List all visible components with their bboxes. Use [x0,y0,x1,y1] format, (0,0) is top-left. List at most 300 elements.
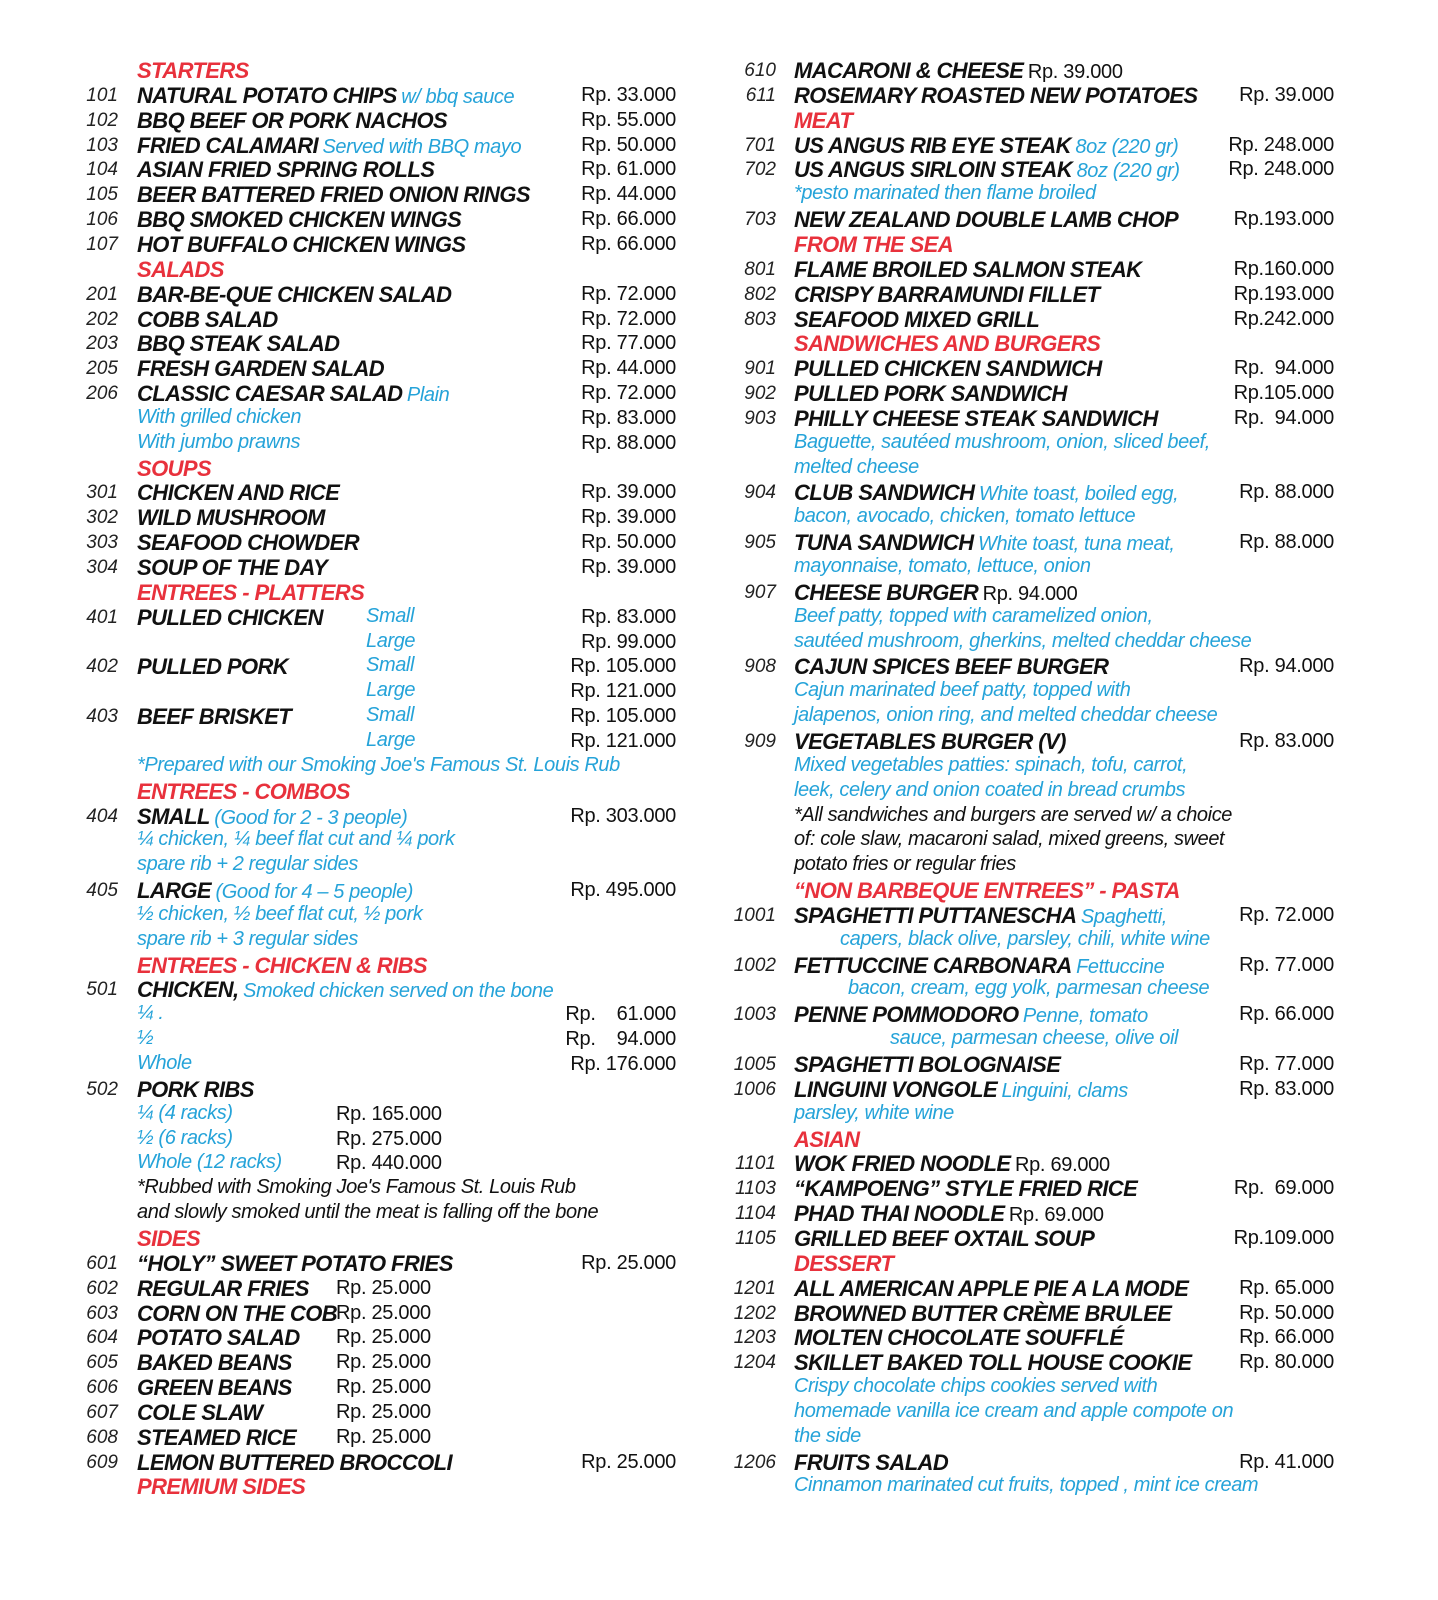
item-name: LINGUINI VONGOLE [794,1076,998,1102]
item-price: Rp. 66.000 [1239,1326,1334,1349]
item-price: Rp. 88.000 [1239,481,1334,504]
item-description: Baguette, sautéed mushroom, onion, sliced beef, [794,430,1210,453]
item-text [794,530,1175,556]
section-heading: “NON BARBEQUE ENTREES” - PASTA [794,878,1180,904]
item-number: 303 [86,532,118,554]
item-name: STEAMED RICE [137,1424,297,1450]
portion-size: Large [366,629,416,652]
item-text [794,1276,1188,1302]
item-name: US ANGUS SIRLOIN STEAK [794,157,1073,183]
item-description: w/ bbq sauce [401,85,515,108]
item-description: Whole (12 racks) [137,1151,282,1174]
item-text [794,108,852,134]
item-price: Rp. 50.000 [581,133,676,156]
item-name: MACARONI & CHEESE [794,58,1024,83]
item-price: Rp. 39.000 [581,506,676,529]
item-name: FETTUCCINE CARBONARA [794,952,1072,978]
item-name: FRIED CALAMARI [137,132,319,158]
item-name: CHEESE BURGER [794,579,979,605]
item-name: WOK FRIED NOODLE [794,1151,1011,1177]
item-description: *Prepared with our Smoking Joe's Famous St. Louis Rub [137,753,620,776]
item-description: Smoked chicken served on the bone [243,980,554,1003]
item-description: homemade vanilla ice cream and apple compote on [794,1399,1234,1422]
item-text [794,1400,1233,1423]
item-price: Rp. 61.000 [565,1003,676,1026]
item-description: ½ [137,1027,154,1050]
item-description: White toast, tuna meat, [978,533,1175,556]
item-name: ASIAN FRIED SPRING ROLLS [137,157,435,183]
item-description: jalapenos, onion ring, and melted cheddar cheese [794,704,1218,727]
item-name: BEER BATTERED FRIED ONION RINGS [137,182,530,208]
item-name: HOT BUFFALO CHICKEN WINGS [137,231,466,257]
item-description: Plain [406,384,450,407]
item-number: 608 [86,1426,118,1448]
menu-item-detail [0,605,1438,630]
section-heading: SOUPS [137,455,212,481]
item-price: Rp. 39.000 [581,556,676,578]
item-price: Rp. 61.000 [581,158,676,181]
item-description: spare rib + 3 regular sides [137,927,358,950]
item-text [794,828,1224,851]
item-text [794,654,1108,680]
portion-size: Small [366,604,415,627]
item-name: “HOLY” SWEET POTATO FRIES [137,1250,453,1276]
item-name: SOUP OF THE DAY [137,555,328,580]
item-description: Fettuccine [1076,955,1165,978]
item-text [794,953,1164,979]
item-number: 801 [744,258,776,280]
item-price: Rp. 66.000 [1239,1003,1334,1026]
item-number: 909 [744,730,776,752]
menu-item-detail [0,1102,1438,1127]
item-text [794,1474,1258,1497]
item-number: 1101 [735,1153,776,1175]
item-number: 405 [86,880,118,902]
item-price: Rp. 25.000 [336,1376,431,1399]
item-text [794,704,1217,727]
item-number: 202 [86,308,118,330]
menu-item [0,381,1438,406]
item-name: CAJUN SPICES BEEF BURGER [794,654,1109,680]
item-name: CLUB SANDWICH [794,480,975,506]
item-price: Rp. 88.000 [581,431,676,454]
item-name: COBB SALAD [137,306,278,332]
section-heading: ASIAN [794,1126,860,1152]
item-description: sauce, parmesan cheese, olive oil [890,1027,1179,1050]
item-price: Rp.105.000 [1233,382,1334,405]
menu-item [0,480,1438,505]
footnote-text: potato fries or regular fries [794,853,1016,876]
menu-item-detail [0,704,1438,729]
item-price: Rp. 77.000 [1239,1053,1334,1075]
item-price: Rp.109.000 [1233,1226,1334,1249]
item-text [794,58,1123,84]
item-name: SPAGHETTI BOLOGNAISE [794,1052,1061,1077]
item-price: Rp. 69.000 [1014,1154,1110,1177]
item-number: 105 [86,184,118,206]
item-number: 905 [744,532,776,554]
item-name: “KAMPOENG” STYLE FRIED RICE [794,1176,1138,1202]
item-price: Rp. 121.000 [570,729,676,752]
menu-item-detail [0,1474,1438,1499]
menu-item-detail [0,505,1438,530]
item-price: Rp. 25.000 [581,1251,676,1274]
menu-item [0,1276,1438,1301]
item-price: Rp. 121.000 [570,680,676,703]
item-description: Mixed vegetables patties: spinach, tofu, carrot, [794,753,1188,776]
item-price: Rp. 248.000 [1228,158,1334,181]
menu-item [0,133,1438,158]
menu-item [0,307,1438,332]
item-number: 703 [744,209,776,231]
item-description: mayonnaise, tomato, lettuce, onion [794,555,1091,577]
item-number: 802 [744,283,776,305]
section-heading-row [0,1127,1438,1152]
section-heading: ENTREES - PLATTERS [137,579,365,605]
menu-item [0,1450,1438,1475]
item-number: 610 [744,60,776,81]
item-text [794,878,1180,904]
menu-item [0,1151,1438,1176]
item-price: Rp. 69.000 [1233,1177,1334,1200]
item-number: 1203 [733,1327,776,1349]
item-name: LEMON BUTTERED BROCCOLI [137,1449,452,1475]
item-description: With jumbo prawns [137,430,301,453]
item-price: Rp. 72.000 [581,382,676,405]
item-name: BBQ SMOKED CHICKEN WINGS [137,207,462,233]
item-price: Rp. 39.000 [1239,83,1334,106]
item-text [794,182,1096,205]
menu-item-detail [0,182,1438,207]
item-name: CLASSIC CAESAR SALAD [137,381,403,407]
item-price: Rp. 66.000 [581,232,676,255]
item-number: 203 [86,333,118,355]
item-description: ¼ chicken, ¼ beef flat cut and ¼ pork [137,828,455,851]
item-description: bacon, cream, egg yolk, parmesan cheese [848,977,1210,1000]
item-price: Rp.160.000 [1233,257,1334,280]
item-text [794,729,1066,755]
section-heading: SANDWICHES AND BURGERS [794,331,1101,357]
item-number: 101 [86,84,118,106]
item-description: the side [794,1424,861,1447]
section-heading: ENTREES - CHICKEN & RIBS [137,952,427,978]
item-price: Rp. 55.000 [581,108,676,131]
menu-item [0,83,1438,108]
item-text [794,1450,948,1476]
item-text [794,1077,1128,1103]
item-description: bacon, avocado, chicken, tomato lettuce [794,505,1136,528]
item-price: Rp. 94.000 [1233,357,1334,380]
item-price: Rp.193.000 [1233,208,1334,231]
item-text [794,1226,1094,1252]
item-name: PHAD THAI NOODLE [794,1201,1005,1227]
item-number: 1105 [735,1227,776,1249]
menu-item [0,903,1438,928]
item-price: Rp. 39.000 [581,481,676,504]
item-price: Rp. 83.000 [1239,1077,1334,1100]
item-description: *pesto marinated then flame broiled [794,182,1096,205]
item-price: Rp. 25.000 [336,1301,431,1324]
portion-size: Small [366,704,415,727]
item-number: 201 [86,283,118,305]
note-row [0,804,1438,829]
item-name: PHILLY CHEESE STEAK SANDWICH [794,405,1158,431]
menu-item-detail [0,1375,1438,1400]
section-heading-row [0,1251,1438,1276]
menu-item [0,58,1438,83]
item-price: Rp. 66.000 [581,208,676,231]
item-number: 502 [86,1078,118,1100]
item-description: Cinnamon marinated cut fruits, topped , mint ice cream [794,1474,1259,1497]
section-heading: MEAT [794,107,853,133]
item-description: leek, celery and onion coated in bread crumbs [794,778,1186,801]
menu-item-detail [0,1400,1438,1425]
item-price: Rp. 88.000 [1239,531,1334,554]
item-price: Rp. 105.000 [570,705,676,728]
menu-item [0,282,1438,307]
item-number: 908 [744,656,776,678]
item-description: With grilled chicken [137,405,302,428]
item-text [794,1350,1191,1376]
item-text [794,754,1187,777]
item-name: SMALL [137,803,210,829]
menu-item [0,257,1438,282]
item-name: COLE SLAW [137,1399,263,1425]
item-description: Cajun marinated beef patty, topped with [794,679,1131,702]
item-number: 601 [86,1252,118,1274]
item-description: ½ (6 racks) [137,1126,233,1149]
item-description: melted cheese [794,455,919,478]
item-text [794,1325,1123,1351]
portion-size: Small [366,654,415,677]
menu-item-detail [0,555,1438,580]
item-number: 1006 [733,1078,776,1100]
item-text [794,679,1130,702]
menu-item [0,1301,1438,1326]
item-price: Rp. 165.000 [336,1102,442,1125]
item-name: BBQ STEAK SALAD [137,331,340,357]
item-description: ½ chicken, ½ beef flat cut, ½ pork [137,902,423,925]
item-name: ALL AMERICAN APPLE PIE A LA MODE [794,1275,1189,1301]
item-price: Rp. 50.000 [581,531,676,554]
section-heading-row [0,331,1438,356]
item-name: PULLED PORK [137,654,289,680]
item-description: Crispy chocolate chips cookies served with [794,1375,1158,1398]
item-name: ROSEMARY ROASTED NEW POTATOES [794,82,1198,108]
item-name: CHICKEN AND RICE [137,480,340,506]
item-number: 404 [86,805,118,827]
item-number: 609 [86,1451,118,1473]
item-name: WILD MUSHROOM [137,505,325,531]
menu-item-detail [0,754,1438,779]
item-name: LARGE [137,878,212,904]
item-number: 1103 [735,1178,776,1200]
item-price: Rp. 41.000 [1239,1450,1334,1473]
item-number: 902 [744,383,776,405]
item-price: Rp. 83.000 [581,605,676,628]
item-number: 1206 [733,1451,776,1473]
item-text [794,331,1100,357]
item-text [794,630,1251,653]
item-price: Rp. 33.000 [581,83,676,106]
item-text [794,1102,954,1125]
item-price: Rp. 83.000 [581,406,676,429]
item-price: Rp. 25.000 [336,1425,431,1448]
menu-item [0,729,1438,754]
footnote-text: of: cole slaw, macaroni salad, mixed greens, sweet [794,828,1225,851]
item-number: 102 [86,109,118,131]
item-description: parsley, white wine [794,1101,954,1124]
item-number: 1005 [733,1054,776,1075]
item-text [890,1027,1178,1050]
item-number: 901 [744,358,776,380]
footnote-text: and slowly smoked until the meat is falling off the bone [137,1201,599,1224]
item-name: FRESH GARDEN SALAD [137,356,385,382]
menu-item [0,1325,1438,1350]
item-text [794,307,1039,333]
item-price: Rp.193.000 [1233,282,1334,305]
section-heading: PREMIUM SIDES [137,1474,306,1500]
item-name: SEAFOOD MIXED GRILL [794,306,1040,332]
item-number: 107 [86,233,118,255]
item-number: 907 [744,581,776,603]
item-description: sautéed mushroom, gherkins, melted cheddar cheese [794,629,1252,652]
item-price: Rp. 94.000 [1239,655,1334,678]
menu-item [0,1176,1438,1201]
item-price: Rp. 25.000 [336,1400,431,1423]
item-text [794,83,1198,109]
item-price: Rp. 72.000 [581,307,676,330]
item-number: 606 [86,1377,118,1399]
item-number: 602 [86,1277,118,1299]
item-name: US ANGUS RIB EYE STEAK [794,132,1071,158]
item-number: 604 [86,1327,118,1349]
item-text [794,1375,1157,1398]
item-text [794,1002,1148,1028]
item-name: GREEN BEANS [137,1375,292,1401]
item-text [794,431,1210,454]
item-number: 1001 [733,904,776,926]
item-text [794,157,1180,183]
item-price: Rp. 440.000 [336,1152,442,1175]
menu-item-detail [0,977,1438,1002]
item-text [794,1176,1137,1202]
item-name: VEGETABLES BURGER (V) [794,728,1066,754]
item-name: PENNE POMMODORO [794,1002,1019,1028]
menu-item-detail [0,1027,1438,1052]
item-price: Rp. 99.000 [581,630,676,653]
item-description: (Good for 4 – 5 people) [215,881,414,904]
menu-item [0,654,1438,679]
item-description: Whole [137,1052,192,1074]
item-price: Rp. 275.000 [336,1127,442,1150]
item-name: PULLED PORK SANDWICH [794,381,1067,407]
item-text [794,133,1178,159]
item-number: 701 [744,134,776,156]
item-text [794,1251,893,1277]
item-number: 605 [86,1352,118,1374]
item-description: Spaghetti, [1080,905,1167,928]
item-description: capers, black olive, parsley, chili, white wine [840,927,1210,950]
item-price: Rp. 77.000 [1239,953,1334,976]
item-name: SPAGHETTI PUTTANESCHA [794,902,1077,928]
item-number: 403 [86,706,118,728]
menu-item-detail [0,1425,1438,1450]
item-price: Rp. 105.000 [570,655,676,678]
item-text [794,505,1135,528]
item-number: 301 [86,482,118,504]
item-number: 103 [86,134,118,156]
item-description: White toast, boiled egg, [978,483,1179,506]
item-price: Rp. 50.000 [1239,1301,1334,1324]
item-name: CRISPY BARRAMUNDI FILLET [794,281,1100,307]
item-description: ¼ (4 racks) [137,1101,233,1124]
menu-item [0,580,1438,605]
section-heading: SALADS [137,256,224,282]
menu-item [0,1201,1438,1226]
item-text [794,232,953,258]
item-description: 8oz (220 gr) [1075,135,1179,158]
item-price: Rp. 77.000 [581,332,676,355]
item-text [794,1425,861,1448]
item-price: Rp. 65.000 [1239,1276,1334,1299]
portion-size: Large [366,728,416,751]
item-price: Rp. 83.000 [1239,729,1334,752]
note-row [0,853,1438,878]
item-price: Rp. 39.000 [1027,61,1123,83]
item-name: FRUITS SALAD [794,1449,949,1475]
item-number: 402 [86,656,118,678]
item-description: Linguini, clams [1001,1079,1128,1102]
item-number: 702 [744,159,776,181]
item-text [794,853,1016,876]
item-price: Rp. 94.000 [565,1028,676,1051]
item-name: REGULAR FRIES [137,1275,309,1301]
item-price: Rp. 495.000 [570,879,676,902]
item-number: 803 [744,308,776,330]
item-number: 106 [86,209,118,231]
item-number: 904 [744,482,776,504]
item-name: CORN ON THE COB [137,1300,338,1326]
menu-item [0,953,1438,978]
item-number: 304 [86,557,118,578]
item-number: 603 [86,1302,118,1324]
section-heading-row [0,232,1438,257]
section-heading-row [0,878,1438,903]
item-price: Rp. 80.000 [1239,1351,1334,1374]
item-number: 1002 [733,954,776,976]
item-text [794,456,919,479]
item-text [794,555,1091,578]
item-number: 302 [86,507,118,529]
item-text [794,356,1102,382]
item-text [794,406,1158,432]
menu-item [0,1350,1438,1375]
menu-item-detail [0,431,1438,456]
item-name: BAR-BE-QUE CHICKEN SALAD [137,281,452,307]
item-name: BAKED BEANS [137,1350,292,1376]
item-price: Rp. 72.000 [581,282,676,305]
item-number: 1003 [733,1004,776,1026]
item-price: Rp. 25.000 [336,1351,431,1374]
item-name: POTATO SALAD [137,1325,300,1351]
section-heading: SIDES [137,1225,201,1251]
item-description: ¼ . [137,1002,164,1025]
item-name: PORK RIBS [137,1076,254,1102]
item-text [794,903,1167,929]
item-text [794,1127,859,1153]
section-heading: DESSERT [794,1250,894,1276]
